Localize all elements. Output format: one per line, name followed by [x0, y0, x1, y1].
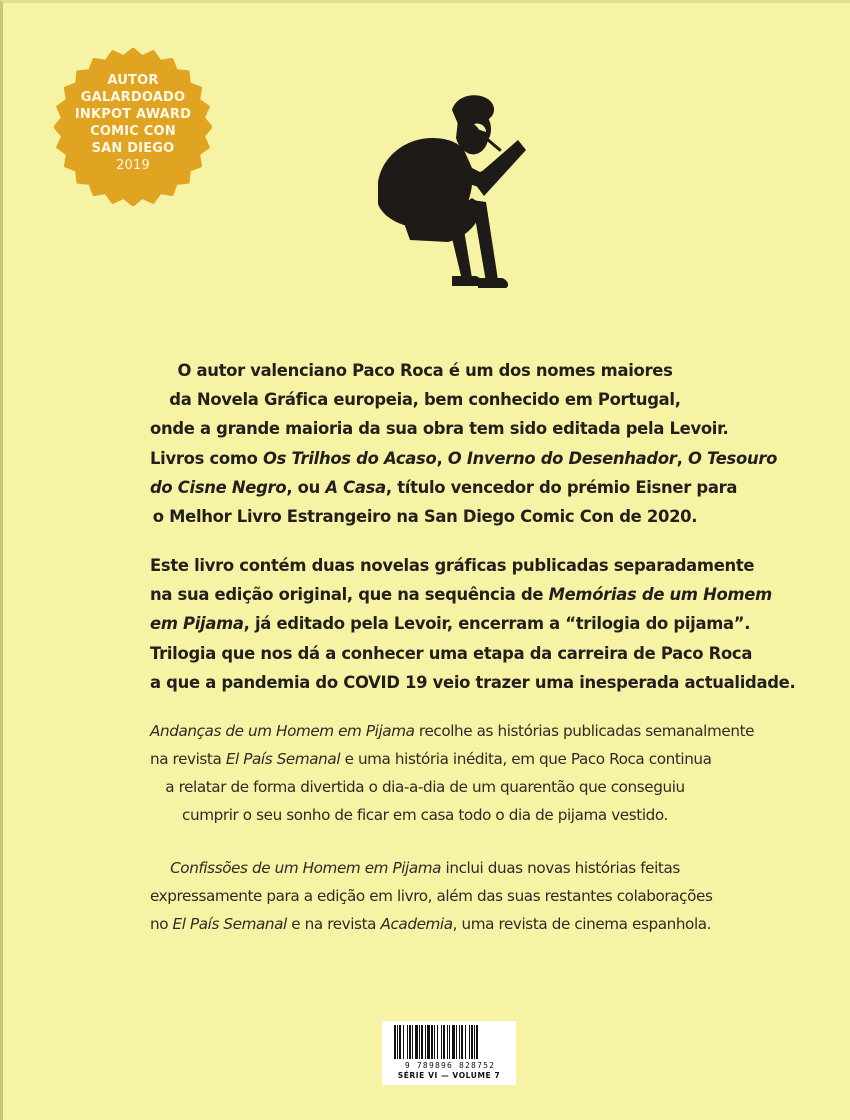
text-line — [150, 580, 772, 609]
award-line-2: GALARDOADO — [80, 90, 186, 105]
text-line: expressamente para a edição em livro, além das suas restantes colaborações — [150, 887, 713, 905]
text-line — [150, 910, 712, 938]
isbn-number: 9 789896 828752 — [404, 1061, 496, 1070]
text-run: , uma revista de cinema espanhola. — [452, 915, 712, 933]
intro-paragraph — [150, 356, 778, 531]
book-title: Os Trilhos do Acaso — [262, 448, 437, 468]
text-run: e na revista — [286, 915, 381, 933]
award-year: 2019 — [116, 158, 150, 173]
text-line: a relatar de forma divertida o dia-a-dia de um quarentão que conseguiu — [165, 778, 685, 796]
text-line: Trilogia que nos dá a conhecer uma etapa da carreira de Paco Roca — [150, 643, 753, 663]
barcode-label — [382, 1021, 516, 1085]
award-line-4: COMIC CON — [90, 124, 176, 139]
text-line — [150, 717, 755, 745]
barcode-icon — [392, 1025, 506, 1061]
text-line — [150, 473, 738, 502]
man-drawing-silhouette-icon — [360, 80, 540, 310]
text-run: no — [150, 915, 173, 933]
text-run: na revista — [150, 750, 226, 768]
first-novel-paragraph — [150, 717, 755, 829]
book-title: A Casa — [325, 477, 386, 497]
text-line: o Melhor Livro Estrangeiro na San Diego Comic Con de 2020. — [152, 507, 698, 527]
award-line-5: SAN DIEGO — [91, 141, 175, 156]
text-line — [150, 854, 700, 882]
text-line: cumprir o seu sonho de ficar em casa todo o dia de pijama vestido. — [182, 806, 668, 824]
book-title: Memórias de um Homem — [548, 585, 772, 605]
text-run: inclui duas novas histórias feitas — [441, 859, 680, 877]
magazine-title: El País Semanal — [172, 915, 287, 933]
text-line: O autor valenciano Paco Roca é um dos nomes maiores — [177, 361, 673, 380]
text-run: na sua edição original, que na sequência de — [150, 585, 549, 605]
text-run: , — [436, 448, 448, 468]
text-run: , ou — [286, 477, 326, 497]
illustration — [360, 80, 540, 310]
text-run: , título vencedor do prémio Eisner para — [385, 477, 738, 497]
text-line: Este livro contém duas novelas gráficas publicadas separadamente — [150, 556, 755, 575]
award-seal-text — [54, 72, 212, 174]
book-title: do Cisne Negro — [150, 477, 287, 497]
book-title: em Pijama — [150, 614, 244, 634]
award-seal — [54, 48, 212, 206]
award-line-3: INKPOT AWARD — [74, 107, 192, 122]
text-line — [150, 745, 712, 773]
text-run: e uma história inédita, em que Paco Roca continua — [340, 750, 712, 768]
content-paragraph — [150, 551, 796, 697]
series-volume: SÉRIE VI — VOLUME 7 — [397, 1071, 501, 1080]
magazine-title: Academia — [380, 915, 453, 933]
second-novel-paragraph — [150, 854, 713, 938]
text-line — [150, 609, 751, 638]
text-run: , — [676, 448, 688, 468]
text-line: onde a grande maioria da sua obra tem sido editada pela Levoir. — [150, 419, 729, 439]
text-line: da Novela Gráfica europeia, bem conhecido em Portugal, — [169, 390, 681, 410]
book-title: Andanças de um Homem em Pijama — [150, 722, 415, 740]
text-line: a que a pandemia do COVID 19 veio trazer uma inesperada actualidade. — [150, 672, 796, 692]
text-line — [150, 444, 778, 473]
book-title: O Tesouro — [687, 448, 778, 468]
award-line-1: AUTOR — [107, 73, 159, 88]
magazine-title: El País Semanal — [225, 750, 341, 768]
book-title: Confissões de um Homem em Pijama — [170, 859, 442, 877]
book-title: O Inverno do Desenhador — [447, 448, 677, 468]
text-run: , já editado pela Levoir, encerram a “trilogia do pijama”. — [243, 614, 751, 634]
text-run: Livros como — [150, 448, 263, 468]
text-run: recolhe as histórias publicadas semanalmente — [414, 722, 755, 740]
